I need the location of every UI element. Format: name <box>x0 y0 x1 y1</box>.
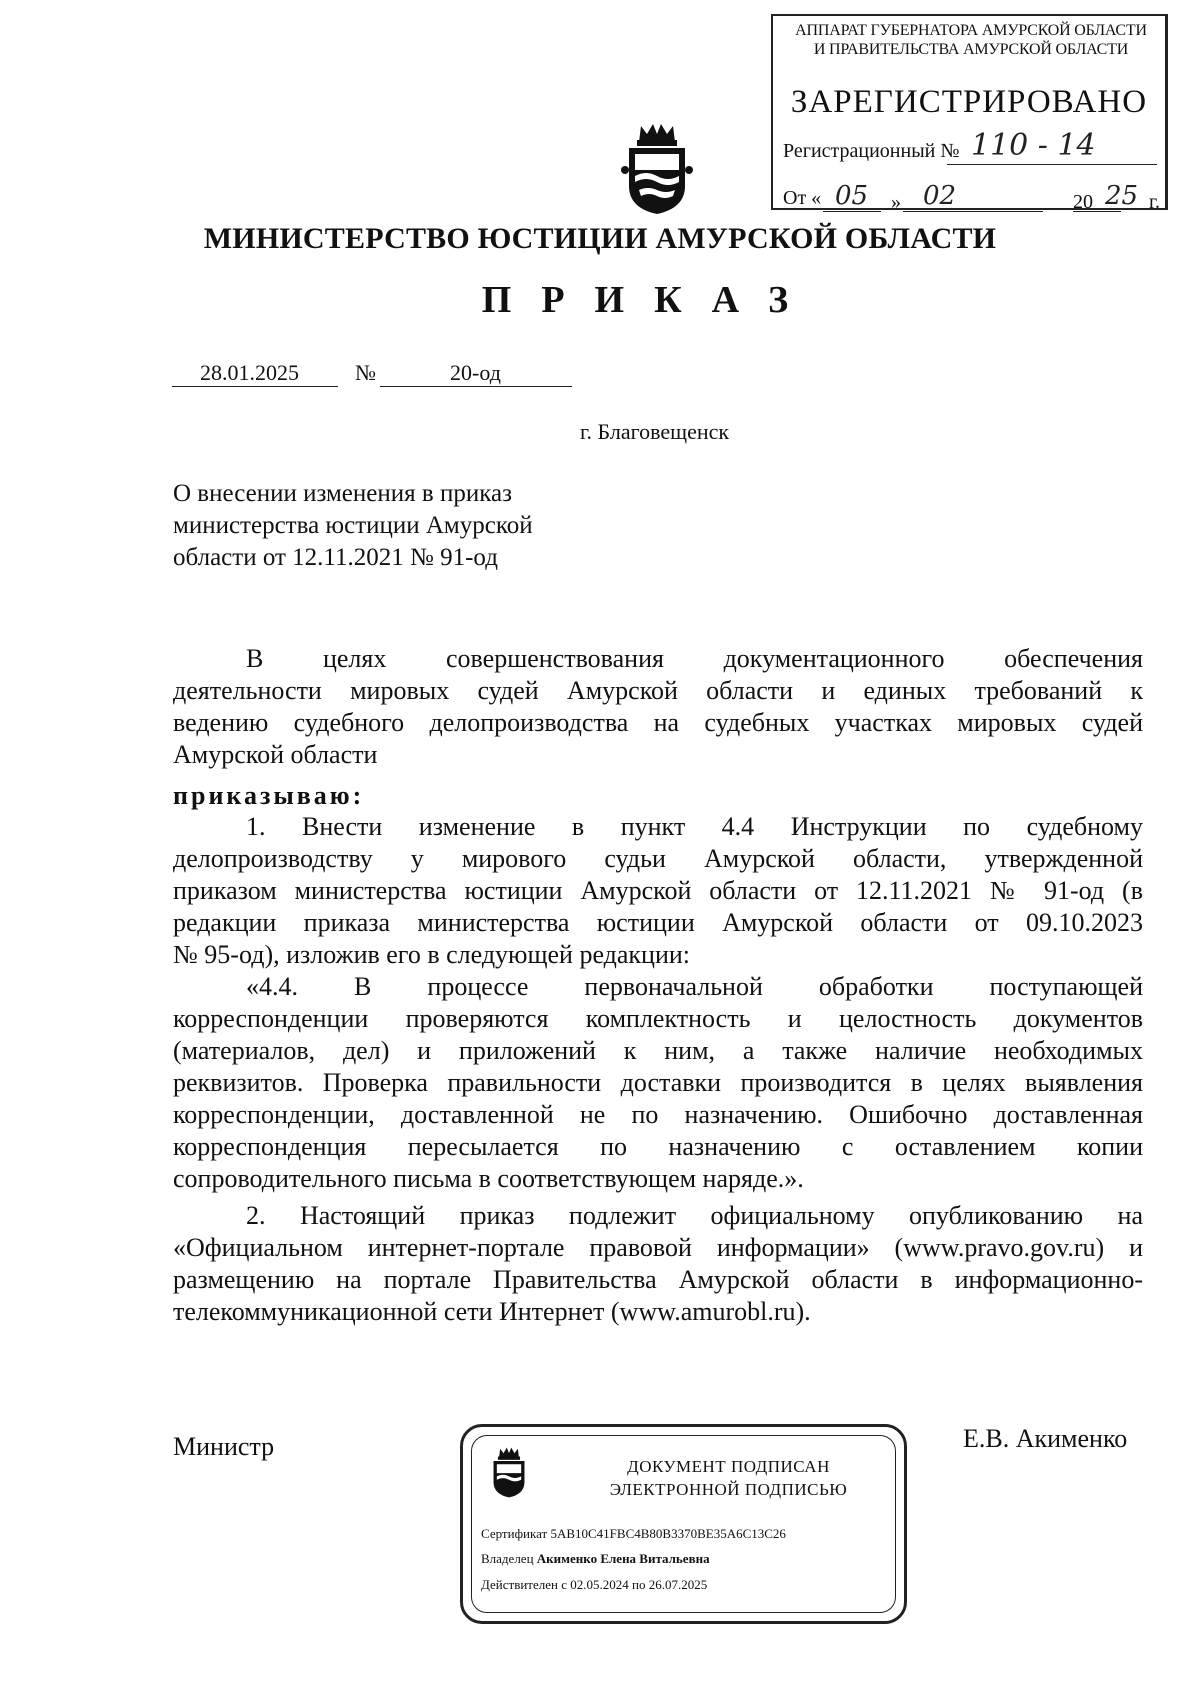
esig-certificate-value: 5AB10C41FBC4B80B3370BE35A6C13C26 <box>550 1526 786 1541</box>
text-line: сопроводительного письма в соответствующем наряде.». <box>173 1164 804 1193</box>
order-city: г. Благовещенск <box>580 419 730 444</box>
signer-name: Е.В. Акименко <box>963 1424 1128 1453</box>
stamp-month: 02 <box>923 181 957 211</box>
stamp-date-prefix: От « <box>783 187 822 209</box>
text-line: размещению на портале Правительства Амурской области в информационно- <box>173 1265 1143 1294</box>
subject-line: О внесении изменения в приказ <box>173 480 512 507</box>
registration-stamp <box>771 14 1168 213</box>
text-line: Амурской области <box>173 740 378 769</box>
stamp-number-value: 110 - 14 <box>971 128 1096 163</box>
order-number-label: № <box>355 360 376 385</box>
text-line: «4.4. В процессе первоначальной обработки поступающей <box>246 972 1143 1001</box>
item-2-paragraph <box>173 1200 1143 1328</box>
text-line: деятельности мировых судей Амурской области и единых требований к <box>173 676 1143 705</box>
order-date: 28.01.2025 <box>200 360 299 385</box>
stamp-year-rule <box>1073 211 1121 212</box>
esig-title-line2: ЭЛЕКТРОННОЙ ПОДПИСЬЮ <box>609 1480 848 1499</box>
text-line: приказом министерства юстиции Амурской области от 12.11.2021 № 91-од (в <box>173 876 1143 905</box>
document-type: ПРИКАЗ <box>481 279 819 321</box>
subject-line: министерства юстиции Амурской <box>173 512 533 539</box>
text-line: редакции приказа министерства юстиции Амурской области от 09.10.2023 <box>173 908 1143 937</box>
stamp-year-prefix: 20 <box>1073 191 1093 213</box>
order-number-rule <box>380 386 572 387</box>
electronic-signature-stamp <box>460 1424 907 1624</box>
stamp-year-suffix: 25 <box>1105 181 1139 211</box>
preamble-paragraph <box>173 643 1143 771</box>
esig-certificate-row <box>481 1526 786 1542</box>
esig-valid-from: 02.05.2024 <box>570 1577 629 1592</box>
stamp-year-mark: г. <box>1149 191 1160 213</box>
text-line: «Официальном интернет-портале правовой информации» (www.pravo.gov.ru) и <box>173 1233 1143 1262</box>
stamp-number-label: Регистрационный № <box>783 140 960 162</box>
esig-owner-label: Владелец <box>481 1551 534 1566</box>
text-line: (материалов, дел) и приложений к ним, а также наличие необходимых <box>173 1036 1143 1065</box>
stamp-number-rule <box>947 164 1157 165</box>
esig-valid-label: Действителен с <box>481 1577 567 1592</box>
esig-owner-row <box>481 1551 710 1567</box>
text-line: корреспонденции проверяются комплектность и целостность документов <box>173 1004 1143 1033</box>
stamp-date-quote: » <box>891 191 901 213</box>
signer-position: Министр <box>173 1432 275 1461</box>
subject-line: области от 12.11.2021 № 91-од <box>173 544 498 571</box>
text-line: корреспонденция пересылается по назначению с оставлением копии <box>173 1132 1143 1161</box>
text-line: 1. Внести изменение в пункт 4.4 Инструкции по судебному <box>246 812 1143 841</box>
text-line: 2. Настоящий приказ подлежит официальному опубликованию на <box>246 1201 1143 1230</box>
text-line: № 95-од), изложив его в следующей редакции: <box>173 940 691 969</box>
decree-word: приказываю: <box>173 781 365 810</box>
stamp-month-rule <box>903 211 1043 212</box>
amur-coat-of-arms-icon <box>488 1445 530 1499</box>
esig-certificate-label: Сертификат <box>481 1526 548 1541</box>
text-line: реквизитов. Проверка правильности доставки производится в целях выявления <box>173 1068 1143 1097</box>
text-line: делопроизводству у мирового судьи Амурской области, утвержденной <box>173 844 1143 873</box>
stamp-org-line2: И ПРАВИТЕЛЬСТВА АМУРСКОЙ ОБЛАСТИ <box>813 41 1129 58</box>
order-subject <box>173 478 643 574</box>
text-line: корреспонденции, доставленной не по назначению. Ошибочно доставленная <box>173 1100 1143 1129</box>
stamp-day: 05 <box>835 181 869 211</box>
amur-coat-of-arms-icon <box>619 120 695 216</box>
ministry-name: МИНИСТЕРСТВО ЮСТИЦИИ АМУРСКОЙ ОБЛАСТИ <box>203 222 997 255</box>
text-line: телекоммуникационной сети Интернет (www.amurobl.ru). <box>173 1297 811 1326</box>
item-1-paragraph <box>173 811 1143 971</box>
order-date-rule <box>172 386 338 387</box>
stamp-day-rule <box>823 211 881 212</box>
esig-validity-row <box>481 1577 707 1593</box>
esig-valid-to-label: по <box>632 1577 646 1592</box>
stamp-org-line1: АППАРАТ ГУБЕРНАТОРА АМУРСКОЙ ОБЛАСТИ <box>795 22 1147 39</box>
esig-owner-value: Акименко Елена Витальевна <box>536 1551 710 1566</box>
quoted-clause-4-4 <box>173 971 1143 1195</box>
stamp-title: ЗАРЕГИСТРИРОВАНО <box>790 84 1148 120</box>
text-line: ведению судебного делопроизводства на судебных участках мировых судей <box>173 708 1143 737</box>
esig-title-line1: ДОКУМЕНТ ПОДПИСАН <box>627 1457 830 1476</box>
text-line: В целях совершенствования документационного обеспечения <box>246 644 1143 673</box>
order-number: 20-од <box>450 360 501 385</box>
esig-valid-to: 26.07.2025 <box>648 1577 708 1592</box>
